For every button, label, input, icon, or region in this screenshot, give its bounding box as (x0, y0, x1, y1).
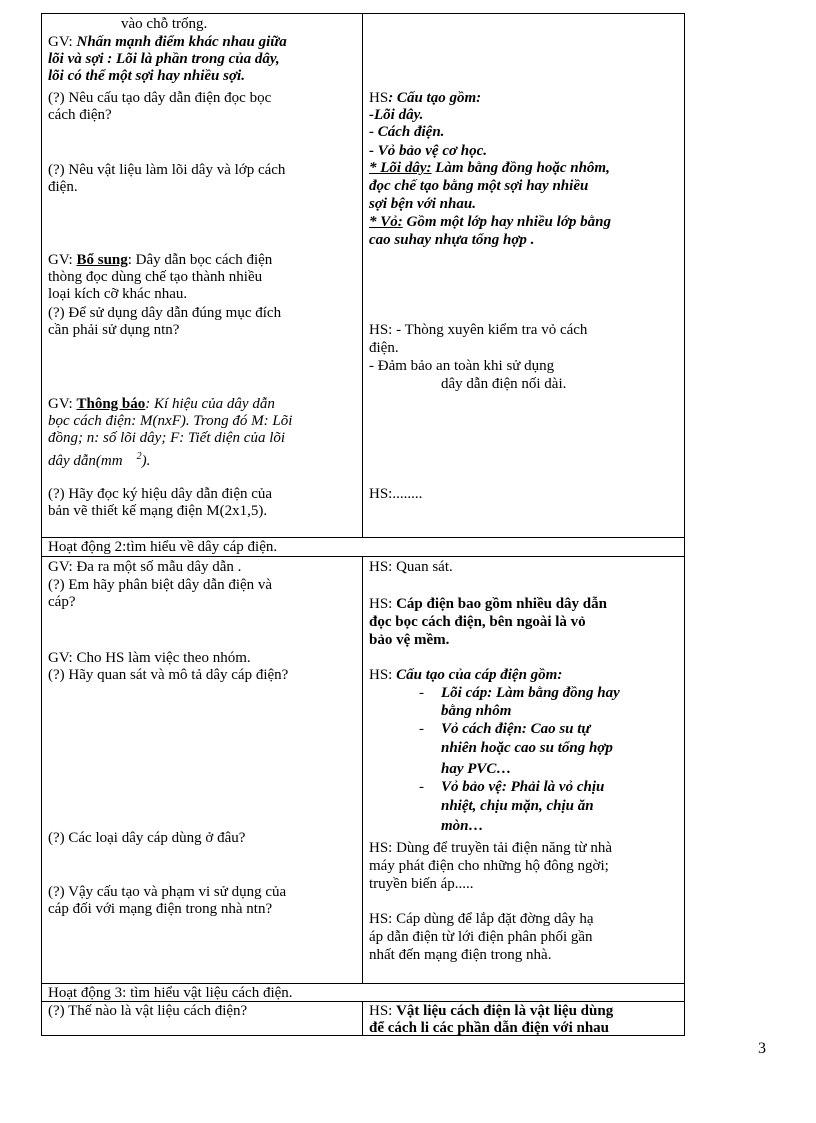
student-answer-line: * Vỏ: Gồm một lớp hay nhiều lớp bằng (369, 214, 611, 230)
student-answer-line: - Đảm bảo an toàn khi sử dụng (369, 358, 555, 374)
teacher-note: GV: Nhấn mạnh điểm khác nhau giữa (48, 34, 287, 50)
question-line: bản vẽ thiết kế mạng điện M(2x1,5). (48, 503, 268, 519)
left-text-line: GV: Đa ra một số mẫu dây dẫn . (48, 559, 242, 575)
student-answer-line: cao suhay nhựa tổng hợp . (369, 232, 535, 248)
student-answer-line: -Lõi dây. (369, 107, 424, 123)
teacher-note-line: dây dẫn(mm $^2$). (48, 451, 151, 469)
question-line: điện. (48, 179, 78, 195)
teacher-note-line: lõi có thể một sợi hay nhiều sợi. (48, 68, 245, 84)
question: (?) Nêu cấu tạo dây dẫn điện đọc bọc (48, 90, 272, 106)
question-line: cần phải sử dụng ntn? (48, 322, 180, 338)
student-answer-line: áp dẫn điện từ lới điện phân phối gần (369, 929, 593, 945)
question: (?) Để sử dụng dây dẫn đúng mục đích (48, 305, 282, 321)
question: (?) Hãy đọc ký hiệu dây dẫn điện của (48, 486, 273, 502)
list-item-line: nhiệt, chịu mặn, chịu ăn (441, 798, 594, 814)
student-answer-line: * Lõi dây: Làm bằng đồng hoặc nhôm, (369, 160, 610, 176)
student-answer: HS: Dùng để truyền tải điện năng từ nhà (369, 840, 613, 856)
student-answer: HS: - Thòng xuyên kiểm tra vỏ cách (369, 322, 588, 338)
student-answer-line: để cách li các phần dẫn điện với nhau (369, 1020, 610, 1035)
student-answer-line: sợi bện với nhau. (369, 196, 476, 212)
student-answer-line: máy phát điện cho những hộ đông ngời; (369, 858, 609, 874)
student-answer: HS: Cáp điện bao gồm nhiều dây dẫn (369, 596, 607, 612)
list-item: Lõi cáp: Làm bằng đồng hay (441, 685, 620, 701)
row-divider-3 (41, 983, 685, 984)
page-number: 3 (758, 1040, 766, 1057)
teacher-note: GV: Cho HS làm việc theo nhóm. (48, 650, 251, 666)
list-bullet: - (419, 685, 424, 701)
list-item-line: bằng nhôm (441, 703, 512, 719)
question: (?) Thế nào là vật liệu cách điện? (48, 1003, 248, 1019)
question: (?) Em hãy phân biệt dây dẫn điện và (48, 577, 273, 593)
teacher-note-line: lõi và sợi : Lõi là phần trong của dây, (48, 51, 280, 67)
question: (?) Vậy cấu tạo và phạm vi sử dụng của (48, 884, 287, 900)
teacher-note: GV: Thông báo: Kí hiệu của dây dẫn (48, 396, 275, 412)
list-item-line: nhiên hoặc cao su tổng hợp (441, 740, 613, 756)
question-line: cách điện? (48, 107, 112, 123)
student-answer-line: điện. (369, 340, 399, 356)
column-divider-1 (362, 13, 363, 537)
student-answer: HS: Cấu tạo gồm: (369, 90, 482, 106)
list-item: Vỏ bảo vệ: Phải là vỏ chịu (441, 779, 605, 795)
list-item-line: hay PVC… (441, 761, 512, 777)
question-line: cáp đối với mạng điện trong nhà ntn? (48, 901, 273, 917)
student-answer-line: đọc bọc cách điện, bên ngoài là vỏ (369, 614, 586, 630)
question: (?) Các loại dây cáp dùng ở đâu? (48, 830, 246, 846)
student-answer: HS:........ (369, 486, 423, 502)
teacher-note-line: thòng đọc dùng chế tạo thành nhiều (48, 269, 263, 285)
student-answer: HS: Quan sát. (369, 559, 453, 575)
teacher-note: GV: Bổ sung: Dây dẫn bọc cách điện (48, 252, 273, 268)
row-divider-2 (41, 556, 685, 557)
list-bullet: - (419, 779, 424, 795)
list-item: Vỏ cách điện: Cao su tự (441, 721, 591, 737)
row-divider-1 (41, 537, 685, 538)
student-answer-line: bảo vệ mềm. (369, 632, 450, 648)
question: (?) Hãy quan sát và mô tả dây cáp điện? (48, 667, 289, 683)
student-answer-line: đọc chế tạo bằng một sợi hay nhiều (369, 178, 589, 194)
activity-2-title: Hoạt động 2:tìm hiểu về dây cáp điện. (48, 539, 278, 555)
list-bullet: - (419, 721, 424, 737)
teacher-note-line: loại kích cỡ khác nhau. (48, 286, 188, 302)
student-answer-line: nhất đến mạng điện trong nhà. (369, 947, 552, 963)
student-answer: HS: Cấu tạo của cáp điện gồm: (369, 667, 563, 683)
teacher-note-line: bọc cách điện: M(nxF). Trong đó M: Lõi (48, 413, 293, 429)
column-divider-2 (362, 556, 363, 983)
question-line: cáp? (48, 594, 76, 610)
student-answer: HS: Cáp dùng để lắp đặt đờng dây hạ (369, 911, 594, 927)
student-answer-line: - Cách điện. (369, 124, 445, 140)
activity-3-title: Hoạt động 3: tìm hiểu vật liệu cách điện. (48, 985, 293, 1001)
student-answer: HS: Vật liệu cách điện là vật liệu dùng (369, 1003, 614, 1019)
teacher-note-line: đồng; n: số lõi dây; F: Tiết diện của lõi (48, 430, 286, 446)
list-item-line: mòn… (441, 818, 484, 834)
left-text-line: vào chỗ trống. (121, 16, 208, 32)
student-answer-line: truyền biến áp..... (369, 876, 474, 892)
column-divider-3 (362, 1001, 363, 1036)
student-answer-line: - Vỏ bảo vệ cơ học. (369, 143, 488, 159)
student-answer-line: dây dẫn điện nối dài. (441, 376, 567, 392)
question: (?) Nêu vật liệu làm lõi dây và lớp cách (48, 162, 286, 178)
